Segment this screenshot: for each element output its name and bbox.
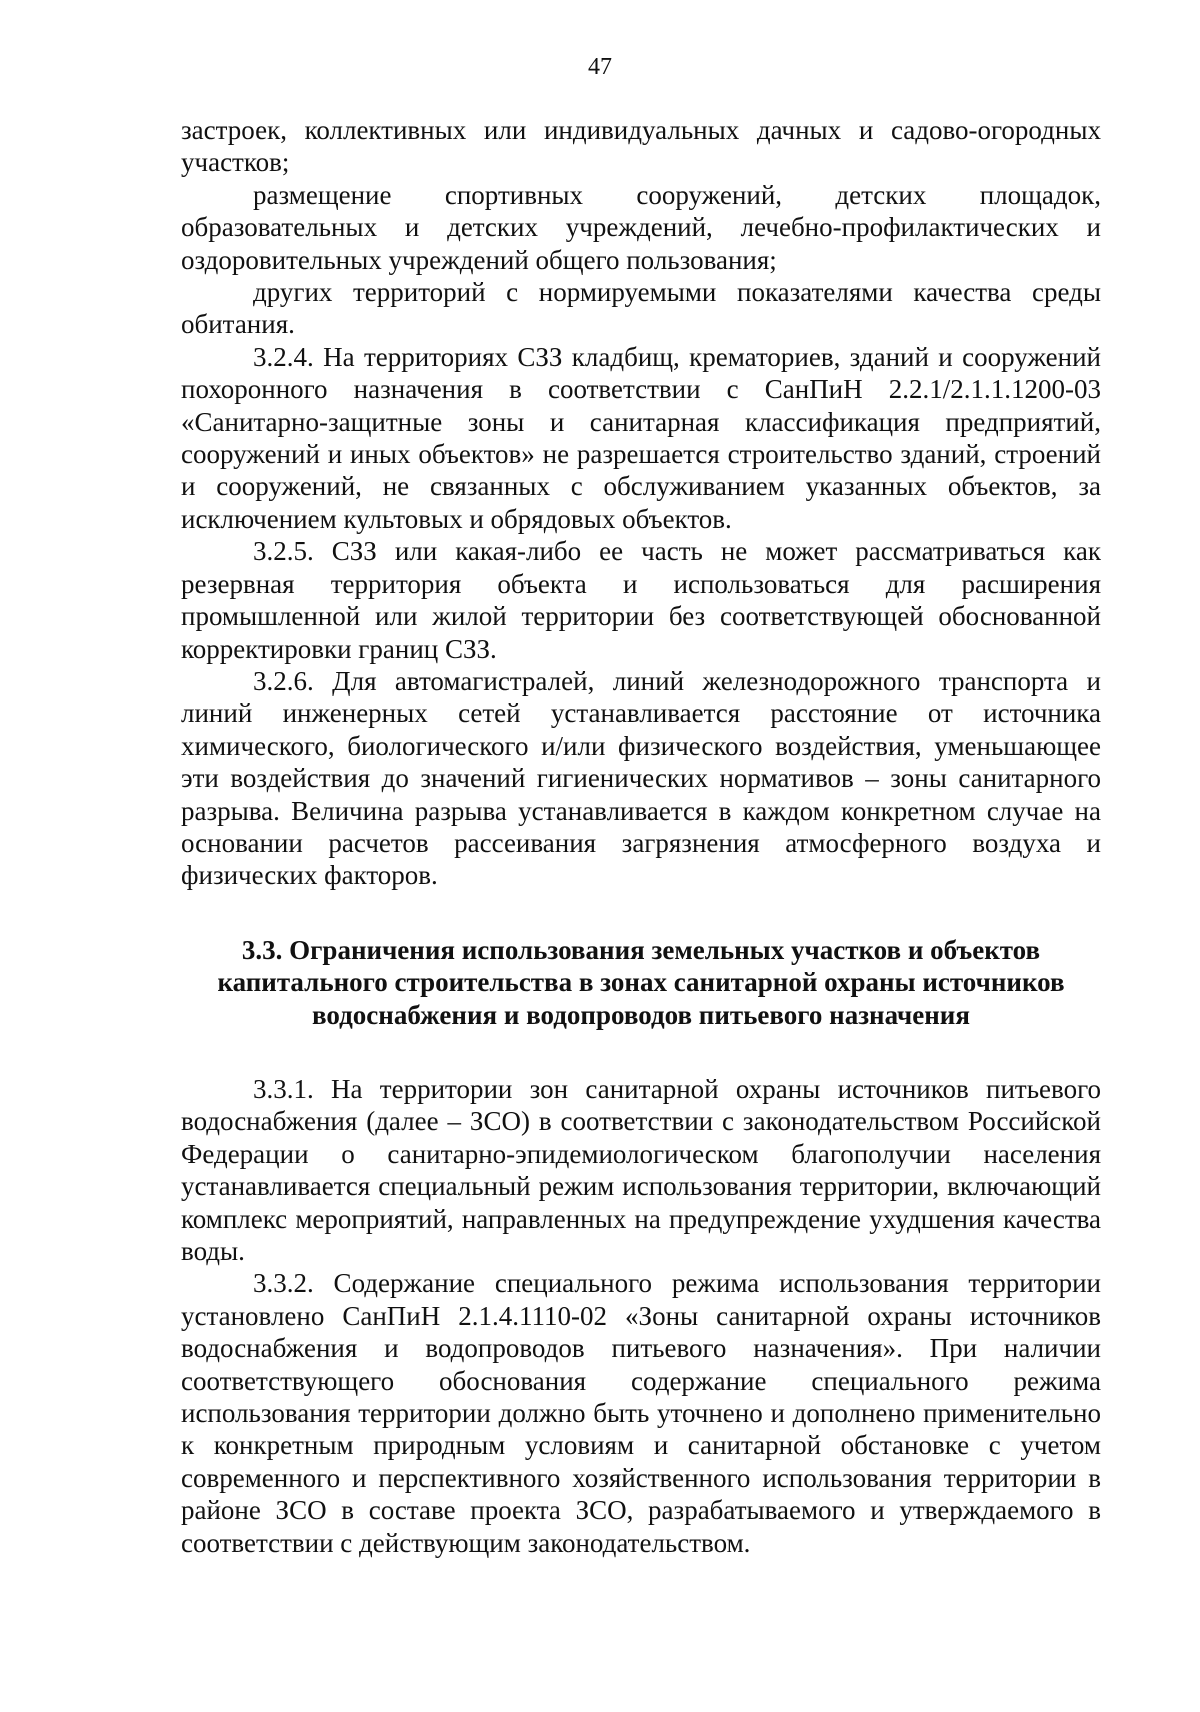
page-number: 47 [588, 54, 612, 80]
paragraph-3-2-6: 3.2.6. Для автомагистралей, линий железнодорожного транспорта и линий инженерных сетей устанавливается расстояние от источника химического, биологического и/или физического воздействия, уменьшающее эти воздействия до значений гигиенических нормативов – зоны санитарного разрыва. Величина разрыва устанавливается в каждом конкретном случае на основании расчетов рассеивания загрязнения атмосферного воздуха и физических факторов. [181, 665, 1101, 891]
paragraph-list-item-sports: размещение спортивных сооружений, детских площадок, образовательных и детских учреждений, лечебно-профилактических и оздоровительных учреждений общего пользования; [181, 179, 1101, 275]
paragraph-list-item-other-territories: других территорий с нормируемыми показателями качества среды обитания. [181, 277, 1101, 340]
section-heading-3-3: 3.3. Ограничения использования земельных участков и объектов капитального строительства в зонах санитарной охраны источников водоснабжения и водопроводов питьевого назначения [217, 934, 1065, 1030]
paragraph-3-2-4: 3.2.4. На территориях СЗЗ кладбищ, крематориев, зданий и сооружений похоронного назначения в соответствии с СанПиН 2.2.1/2.1.1.1200-03 «Санитарно-защитные зоны и санитарная классификация предприятий, сооружений и иных объектов» не разрешается строительство зданий, строений и сооружений, не связанных с обслуживанием указанных объектов, за исключением культовых и обрядовых объектов. [181, 341, 1101, 534]
section-3-3 [181, 1073, 1101, 1559]
section-3-2-continuation [181, 114, 1101, 892]
paragraph-3-3-2: 3.3.2. Содержание специального режима использования территории установлено СанПиН 2.1.4.1110-02 «Зоны санитарной охраны источников водоснабжения и водопроводов питьевого назначения». При наличии соответствующего обоснования содержание специального режима использования территории должно быть уточнено и дополнено применительно к конкретным природным условиям и санитарной обстановке с учетом современного и перспективного хозяйственного использования территории в районе ЗСО в составе проекта ЗСО, разрабатываемого и утверждаемого в соответствии с действующим законодательством. [181, 1268, 1101, 1558]
paragraph-3-3-1: 3.3.1. На территории зон санитарной охраны источников питьевого водоснабжения (далее – ЗСО) в соответствии с законодательством Российской Федерации о санитарно-эпидемиологическом благополучии населения устанавливается специальный режим использования территории, включающий комплекс мероприятий, направленных на предупреждение ухудшения качества воды. [181, 1073, 1101, 1266]
paragraph-3-2-5: 3.2.5. СЗЗ или какая-либо ее часть не может рассматриваться как резервная территория объекта и использоваться для расширения промышленной или жилой территории без соответствующей обоснованной корректировки границ СЗЗ. [181, 536, 1101, 664]
paragraph-list-item-continuation: застроек, коллективных или индивидуальных дачных и садово-огородных участков; [181, 115, 1101, 178]
page-content [181, 114, 1101, 1559]
